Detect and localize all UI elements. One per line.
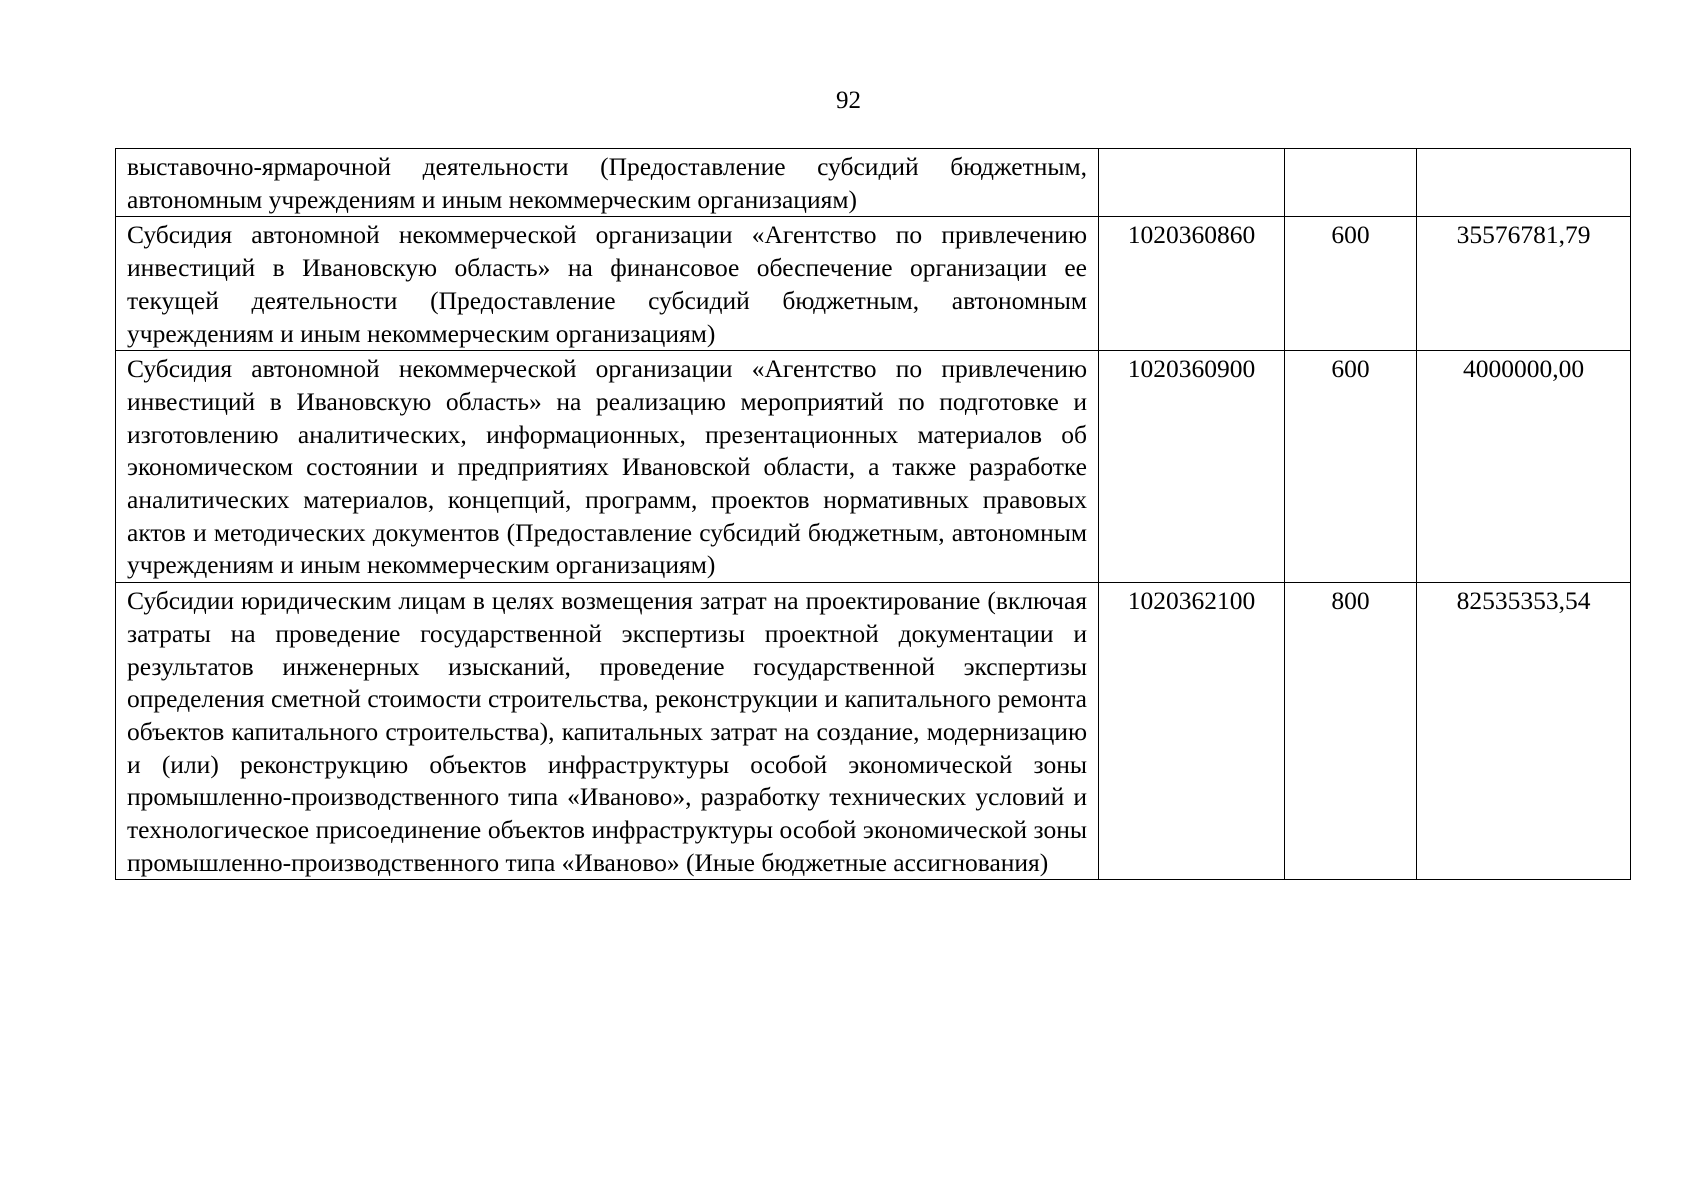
row-name-cell: [116, 149, 1099, 217]
table-row: [116, 149, 1631, 217]
row-type: 600: [1331, 354, 1370, 384]
row-code-cell: [1099, 149, 1285, 217]
row-sum: 82535353,54: [1456, 586, 1591, 616]
row-sum-cell: [1417, 149, 1631, 217]
table-row: [116, 583, 1631, 880]
row-type-cell: [1285, 583, 1417, 880]
row-name-cell: [116, 583, 1099, 880]
row-name: Субсидия автономной некоммерческой организации «Агентство по привлечению инвестиций в Ивановскую область» на реализацию мероприятий по подготовке и изготовлению аналитических, информационных, презентационных материалов об экономическом состоянии и предприятиях Ивановской области, а также разработке аналитических материалов, концепций, программ, проектов нормативных правовых актов и методических документов (Предоставление субсидий бюджетным, автономным учреждениям и иным некоммерческим организациям): [127, 354, 1087, 580]
row-sum: 35576781,79: [1456, 220, 1591, 250]
row-type-cell: [1285, 351, 1417, 583]
row-sum-cell: [1417, 583, 1631, 880]
row-name: Субсидия автономной некоммерческой организации «Агентство по привлечению инвестиций в Ивановскую область» на финансовое обеспечение организации ее текущей деятельности (Предоставление субсидий бюджетным, автономным учреждениям и иным некоммерческим организациям): [127, 220, 1087, 348]
row-code-cell: [1099, 583, 1285, 880]
row-sum-cell: [1417, 217, 1631, 351]
row-code: 1020360900: [1127, 354, 1256, 384]
table-row: [116, 217, 1631, 351]
row-code: 1020360860: [1127, 220, 1256, 250]
row-type: 800: [1331, 586, 1370, 616]
row-type: 600: [1331, 220, 1370, 250]
row-sum-cell: [1417, 351, 1631, 583]
row-name: Субсидии юридическим лицам в целях возмещения затрат на проектирование (включая затраты на проведение государственной экспертизы проектной документации и результатов инженерных изысканий, проведение государственной экспертизы определения сметной стоимости строительства, реконструкции и капитального ремонта объектов капитального строительства), капитальных затрат на создание, модернизацию и (или) реконструкцию объектов инфраструктуры особой экономической зоны промышленно-производственного типа «Иваново», разработку технических условий и технологическое присоединение объектов инфраструктуры особой экономической зоны промышленно-производственного типа «Иваново» (Иные бюджетные ассигнования): [127, 586, 1087, 877]
row-code-cell: [1099, 351, 1285, 583]
page-number: 92: [836, 87, 861, 114]
row-name-cell: [116, 351, 1099, 583]
budget-table: [115, 148, 1631, 880]
row-name-cell: [116, 217, 1099, 351]
row-code-cell: [1099, 217, 1285, 351]
row-sum: 4000000,00: [1462, 354, 1585, 384]
row-name: выставочно-ярмарочной деятельности (Предоставление субсидий бюджетным, автономным учреждениям и иным некоммерческим организациям): [127, 152, 1087, 214]
row-type-cell: [1285, 149, 1417, 217]
table-row: [116, 351, 1631, 583]
row-type-cell: [1285, 217, 1417, 351]
row-code: 1020362100: [1127, 586, 1256, 616]
